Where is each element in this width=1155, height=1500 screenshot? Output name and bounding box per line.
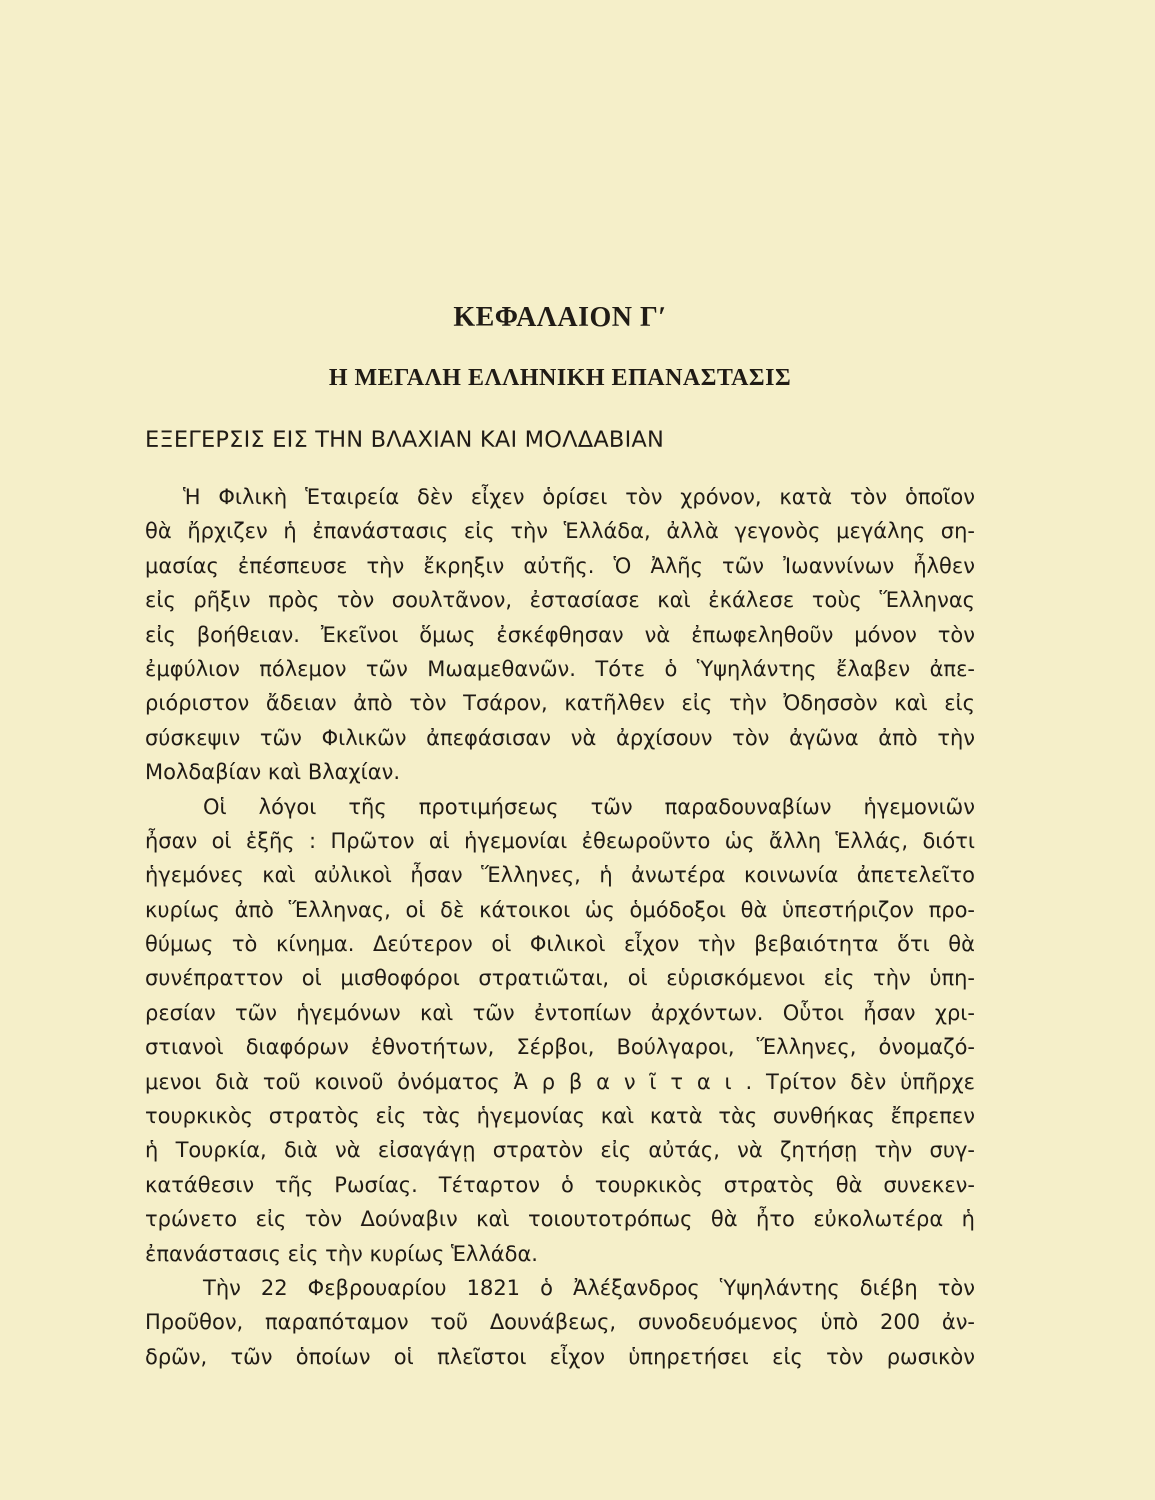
text-line: ἡ Τουρκία, διὰ νὰ εἰσαγάγῃ στρατὸν εἰς αὐτάς, νὰ ζητήσῃ τὴν συγ- <box>145 1138 975 1163</box>
text-line: ἐμφύλιον πόλεμον τῶν Μωαμεθανῶν. Τότε ὁ Ὑψηλάντης ἔλαβεν ἀπε- <box>145 656 975 681</box>
text-line: τρώνετο εἰς τὸν Δούναβιν καὶ τοιουτοτρόπως θὰ ἦτο εὐκολωτέρα ἡ <box>145 1207 975 1232</box>
text-line: μενοι διὰ τοῦ κοινοῦ ὀνόματος Ἀ ρ β α ν ῖ τ α ι . Τρίτον δὲν ὑπῆρχε <box>145 1069 975 1094</box>
text-line: εἰς ρῆξιν πρὸς τὸν σουλτᾶνον, ἐστασίασε καὶ ἐκάλεσε τοὺς Ἕλληνας <box>145 588 975 613</box>
text-line: στιανοὶ διαφόρων ἐθνοτήτων, Σέρβοι, Βούλγαροι, Ἕλληνες, ὀνομαζό- <box>145 1035 975 1060</box>
text-line: Οἱ λόγοι τῆς προτιμήσεως τῶν παραδουναβίων ἡγεμονιῶν <box>203 794 975 819</box>
chapter-subtitle: Η ΜΕΓΑΛΗ ΕΛΛΗΝΙΚΗ ΕΠΑΝΑΣΤΑΣΙΣ <box>328 365 792 391</box>
text-line: Προῦθον, παραπόταμον τοῦ Δουνάβεως, συνοδευόμενος ὑπὸ 200 ἀν- <box>145 1310 975 1335</box>
text-line: ἦσαν οἱ ἑξῆς : Πρῶτον αἱ ἡγεμονίαι ἐθεωροῦντο ὡς ἄλλη Ἑλλάς, διότι <box>145 828 975 853</box>
paragraph <box>145 790 975 1271</box>
text-line: εἰς βοήθειαν. Ἐκεῖνοι ὅμως ἐσκέφθησαν νὰ ἐπωφεληθοῦν μόνον τὸν <box>145 622 975 647</box>
text-line: κυρίως ἀπὸ Ἕλληνας, οἱ δὲ κάτοικοι ὡς ὁμόδοξοι θὰ ὑπεστήριζον προ- <box>145 897 975 922</box>
text-line: Μολδαβίαν καὶ Βλαχίαν. <box>145 760 401 785</box>
text-line: τουρκικὸς στρατὸς εἰς τὰς ἡγεμονίας καὶ κατὰ τὰς συνθήκας ἔπρεπεν <box>145 1104 975 1129</box>
text-line: Τὴν 22 Φεβρουαρίου 1821 ὁ Ἀλέξανδρος Ὑψηλάντης διέβη τὸν <box>203 1275 975 1300</box>
text-line: ρεσίαν τῶν ἡγεμόνων καὶ τῶν ἐντοπίων ἀρχόντων. Οὗτοι ἦσαν χρι- <box>145 1000 975 1025</box>
text-line: δρῶν, τῶν ὁποίων οἱ πλεῖστοι εἶχον ὑπηρετήσει εἰς τὸν ρωσικὸν <box>145 1344 975 1369</box>
chapter-title: ΚΕΦΑΛΑΙΟΝ Γʹ <box>453 302 667 333</box>
body-text <box>145 480 975 1374</box>
text-line: Ἡ Φιλικὴ Ἑταιρεία δὲν εἶχεν ὁρίσει τὸν χρόνον, κατὰ τὸν ὁποῖον <box>183 485 975 509</box>
paragraph <box>145 1271 975 1374</box>
text-line: ἐπανάστασις εἰς τὴν κυρίως Ἑλλάδα. <box>145 1241 538 1266</box>
text-line: μασίας ἐπέσπευσε τὴν ἔκρηξιν αὐτῆς. Ὁ Ἀλῆς τῶν Ἰωαννίνων ἦλθεν <box>145 553 975 578</box>
section-heading: ΕΞΕΓΕΡΣΙΣ ΕΙΣ ΤΗΝ ΒΛΑΧΙΑΝ ΚΑΙ ΜΟΛΔΑΒΙΑΝ <box>145 427 665 453</box>
paragraph <box>145 480 975 790</box>
text-line: ριόριστον ἄδειαν ἀπὸ τὸν Τσάρον, κατῆλθεν εἰς τὴν Ὀδησσὸν καὶ εἰς <box>145 691 975 716</box>
text-line: ἡγεμόνες καὶ αὐλικοὶ ἦσαν Ἕλληνες, ἡ ἀνωτέρα κοινωνία ἀπετελεῖτο <box>145 863 975 888</box>
text-line: συνέπραττον οἱ μισθοφόροι στρατιῶται, οἱ εὑρισκόμενοι εἰς τὴν ὑπη- <box>145 966 975 991</box>
text-line: σύσκεψιν τῶν Φιλικῶν ἀπεφάσισαν νὰ ἀρχίσουν τὸν ἀγῶνα ἀπὸ τὴν <box>145 725 975 750</box>
text-line: θύμως τὸ κίνημα. Δεύτερον οἱ Φιλικοὶ εἶχον τὴν βεβαιότητα ὅτι θὰ <box>145 932 975 957</box>
text-line: θὰ ἤρχιζεν ἡ ἐπανάστασις εἰς τὴν Ἑλλάδα, ἀλλὰ γεγονὸς μεγάλης ση- <box>145 519 975 544</box>
text-line: κατάθεσιν τῆς Ρωσίας. Τέταρτον ὁ τουρκικὸς στρατὸς θὰ συνεκεν- <box>145 1172 975 1197</box>
